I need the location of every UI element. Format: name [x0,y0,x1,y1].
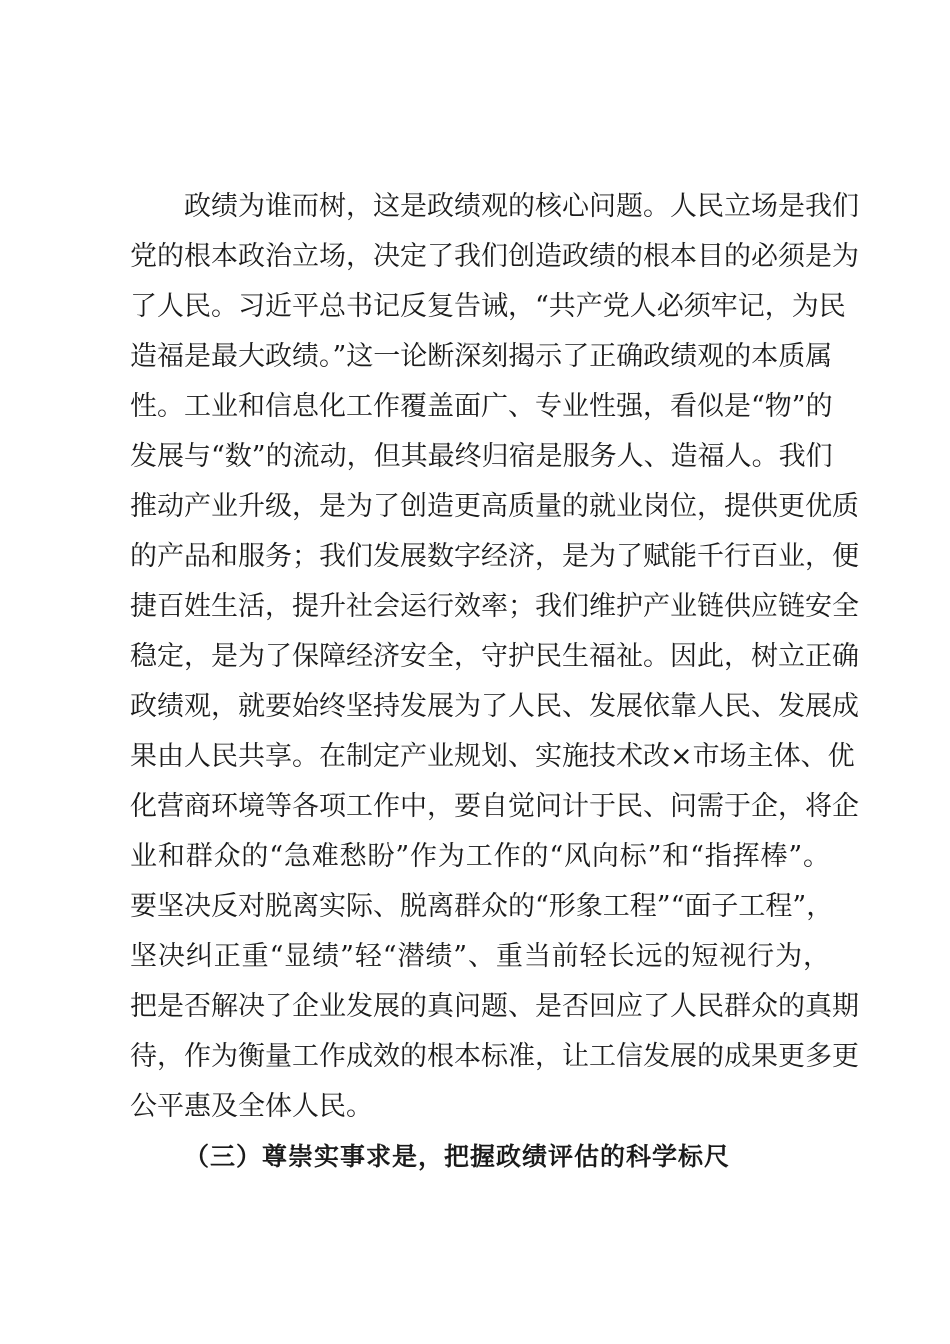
paragraph-line: 业和群众的“急难愁盼”作为工作的“风向标”和“指挥棒”。 [130,841,830,872]
paragraph-line: 要坚决反对脱离实际、脱离群众的“形象工程”“面子工程”， [130,891,834,922]
paragraph-line: 政绩为谁而树，这是政绩观的核心问题。人民立场是我们 [184,191,859,222]
paragraph-line: 稳定，是为了保障经济安全，守护民生福祉。因此，树立正确 [130,641,859,672]
paragraph-line: 了人民。习近平总书记反复告诫，“共产党人必须牢记，为民 [130,291,846,322]
paragraph-line: 的产品和服务；我们发展数字经济，是为了赋能千行百业，便 [130,541,859,572]
paragraph-line: 公平惠及全体人民。 [130,1091,373,1122]
paragraph-line: 果由人民共享。在制定产业规划、实施技术改×市场主体、优 [130,741,855,772]
paragraph-line: 坚决纠正重“显绩”轻“潜绩”、重当前轻长远的短视行为， [130,941,830,972]
paragraph-line: 性。工业和信息化工作覆盖面广、专业性强，看似是“物”的 [130,391,833,422]
document-body [130,182,859,1182]
paragraph-line: 推动产业升级，是为了创造更高质量的就业岗位，提供更优质 [130,491,859,522]
paragraph-line: 造福是最大政绩。”这一论断深刻揭示了正确政绩观的本质属 [130,341,833,372]
paragraph-line: 把是否解决了企业发展的真问题、是否回应了人民群众的真期 [130,991,859,1022]
body-paragraph [130,182,859,1132]
paragraph-line: 发展与“数”的流动，但其最终归宿是服务人、造福人。我们 [130,441,833,472]
section-heading: （三）尊崇实事求是，把握政绩评估的科学标尺 [184,1142,731,1171]
paragraph-line: 政绩观，就要始终坚持发展为了人民、发展依靠人民、发展成 [130,691,859,722]
paragraph-line: 化营商环境等各项工作中，要自觉问计于民、问需于企，将企 [130,791,859,822]
paragraph-line: 捷百姓生活，提升社会运行效率；我们维护产业链供应链安全 [130,591,859,622]
paragraph-line: 待，作为衡量工作成效的根本标准，让工信发展的成果更多更 [130,1041,859,1072]
paragraph-line: 党的根本政治立场，决定了我们创造政绩的根本目的必须是为 [130,241,859,272]
